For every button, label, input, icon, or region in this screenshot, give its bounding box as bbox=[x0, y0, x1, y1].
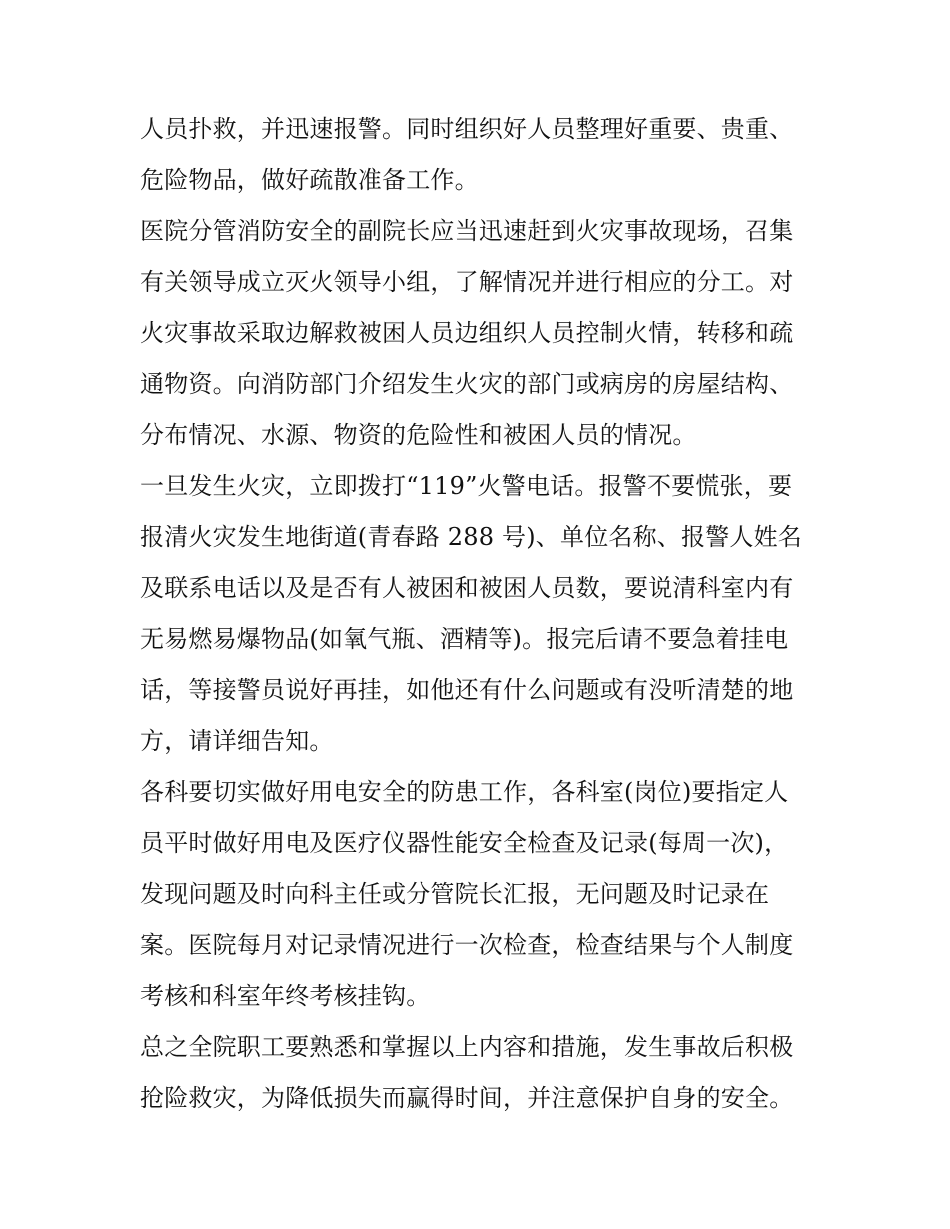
text-line: 一旦发生火灾，立即拨打“119”火警电话。报警不要慌张，要 bbox=[140, 472, 793, 500]
paragraph-1 bbox=[140, 104, 812, 206]
text-line: 有关领导成立灭火领导小组，了解情况并进行相应的分工。对 bbox=[140, 268, 794, 296]
text-line: 及联系电话以及是否有人被困和被困人员数，要说清科室内有 bbox=[140, 574, 794, 602]
text-line: 总之全院职工要熟悉和掌握以上内容和措施，发生事故后积极 bbox=[140, 1033, 794, 1061]
text-line: 无易燃易爆物品(如氧气瓶、酒精等)。报完后请不要急着挂电 bbox=[140, 625, 789, 653]
text-line: 危险物品，做好疏散准备工作。 bbox=[140, 166, 479, 194]
paragraph-4 bbox=[140, 767, 812, 1022]
text-line: 报清火灾发生地街道(青春路 288 号)、单位名称、报警人姓名 bbox=[140, 523, 802, 551]
text-line: 各科要切实做好用电安全的防患工作，各科室(岗位)要指定人 bbox=[140, 778, 789, 806]
text-line: 分布情况、水源、物资的危险性和被困人员的情况。 bbox=[140, 421, 697, 449]
text-line: 通物资。向消防部门介绍发生火灾的部门或病房的房屋结构、 bbox=[140, 370, 794, 398]
text-line: 案。医院每月对记录情况进行一次检查，检查结果与个人制度 bbox=[140, 931, 794, 959]
paragraph-2 bbox=[140, 206, 812, 461]
text-line: 话，等接警员说好再挂，如他还有什么问题或有没听清楚的地 bbox=[140, 676, 794, 704]
text-line: 考核和科室年终考核挂钩。 bbox=[140, 982, 431, 1010]
text-line: 人员扑救，并迅速报警。同时组织好人员整理好重要、贵重、 bbox=[140, 115, 794, 143]
text-line: 发现问题及时向科主任或分管院长汇报，无问题及时记录在 bbox=[140, 880, 770, 908]
text-line: 方，请详细告知。 bbox=[140, 727, 334, 755]
text-line: 员平时做好用电及医疗仪器性能安全检查及记录(每周一次)， bbox=[140, 829, 789, 857]
document-body bbox=[140, 104, 812, 1124]
paragraph-3 bbox=[140, 461, 812, 767]
text-line: 医院分管消防安全的副院长应当迅速赶到火灾事故现场，召集 bbox=[140, 217, 794, 245]
paragraph-5 bbox=[140, 1022, 812, 1124]
text-line: 火灾事故采取边解救被困人员边组织人员控制火情，转移和疏 bbox=[140, 319, 794, 347]
text-line: 抢险救灾，为降低损失而赢得时间，并注意保护自身的安全。 bbox=[140, 1084, 794, 1112]
